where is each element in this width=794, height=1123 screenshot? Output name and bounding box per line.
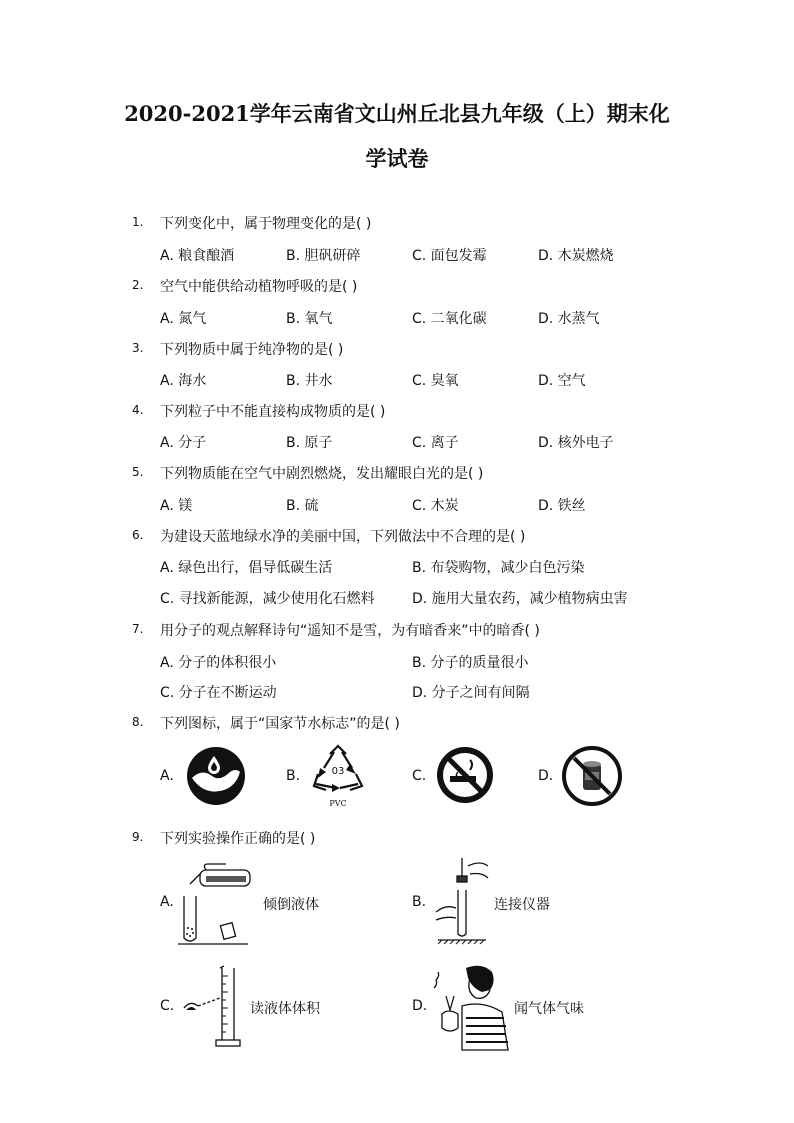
option-b: B. 硫 [286,498,319,514]
option-a: A. 粮食酿酒 [160,248,235,264]
option-d: D. 施用大量农药，减少植物病虫害 [412,591,628,607]
option-d: D. 分子之间有间隔 [412,685,530,701]
option-b: B. 胆矾研碎 [286,248,361,264]
option-a: A. 绿色出行，倡导低碳生活 [160,560,333,576]
option-b: B. 布袋购物，减少白色污染 [412,560,585,576]
question-stem: 为建设天蓝地绿水净的美丽中国，下列做法中不合理的是( ) [160,529,526,545]
caption-a: 倾倒液体 [263,897,319,913]
pouring-liquid-illustration [176,862,256,948]
question-stem: 下列图标，属于“国家节水标志”的是( ) [160,716,400,732]
option-d: D. 空气 [538,373,586,389]
option-b: B. [412,894,427,910]
option-c: C. 面包发霉 [412,248,487,264]
option-c: C. [412,768,427,784]
question-number: 4. [132,403,144,417]
water-saving-logo-icon [186,746,246,806]
option-c: C. 分子在不断运动 [160,685,277,701]
option-a: A. 分子 [160,435,207,451]
question-stem: 下列实验操作正确的是( ) [160,831,316,847]
option-c: C. 离子 [412,435,459,451]
recycle-pvc-icon [310,744,366,810]
connecting-apparatus-illustration [432,856,492,946]
option-c: C. 寻找新能源，减少使用化石燃料 [160,591,375,607]
question-number: 2. [132,278,144,292]
option-b: B. 井水 [286,373,333,389]
question-number: 6. [132,528,144,542]
option-d: D. 核外电子 [538,435,614,451]
option-b: B. [286,768,301,784]
question-stem: 下列变化中，属于物理变化的是( ) [160,216,372,232]
question-number: 7. [132,622,144,636]
option-d: D. 铁丝 [538,498,586,514]
option-d: D. 木炭燃烧 [538,248,614,264]
question-number: 9. [132,830,144,844]
option-a: A. [160,894,174,910]
question-number: 8. [132,715,144,729]
question-stem: 用分子的观点解释诗句“遥知不是雪，为有暗香来”中的暗香( ) [160,623,540,639]
option-b: B. 原子 [286,435,333,451]
question-stem: 下列物质能在空气中剧烈燃烧，发出耀眼白光的是( ) [160,466,484,482]
smelling-gas-illustration [432,962,512,1052]
caption-b: 连接仪器 [494,897,550,913]
option-b: B. 氧气 [286,311,333,327]
option-c: C. 臭氧 [412,373,459,389]
no-barrel-icon [562,746,622,806]
question-stem: 下列粒子中不能直接构成物质的是( ) [160,404,386,420]
option-c: C. 二氧化碳 [412,311,487,327]
question-stem: 空气中能供给动植物呼吸的是( ) [160,279,358,295]
option-d: D. [538,768,554,784]
caption-d: 闻气体气味 [514,1001,584,1017]
pvc-code: 03 [331,766,345,777]
option-d: D. [412,998,428,1014]
option-a: A. 分子的体积很小 [160,655,277,671]
option-a: A. 海水 [160,373,207,389]
question-number: 1. [132,215,144,229]
option-c: C. 木炭 [412,498,459,514]
option-b: B. 分子的质量很小 [412,655,529,671]
measuring-cylinder-illustration [180,964,250,1050]
option-a: A. 氮气 [160,311,207,327]
option-a: A. [160,768,174,784]
question-number: 5. [132,465,144,479]
no-smoking-icon [436,746,494,804]
pvc-label: PVC [329,799,347,808]
question-stem: 下列物质中属于纯净物的是( ) [160,342,344,358]
option-a: A. 镁 [160,498,193,514]
page-title: 2020-2021学年云南省文山州丘北县九年级（上）期末化 [124,101,670,126]
question-number: 3. [132,341,144,355]
option-c: C. [160,998,175,1014]
caption-c: 读液体体积 [250,1001,320,1017]
page-title-line2: 学试卷 [365,146,429,171]
option-d: D. 水蒸气 [538,311,600,327]
